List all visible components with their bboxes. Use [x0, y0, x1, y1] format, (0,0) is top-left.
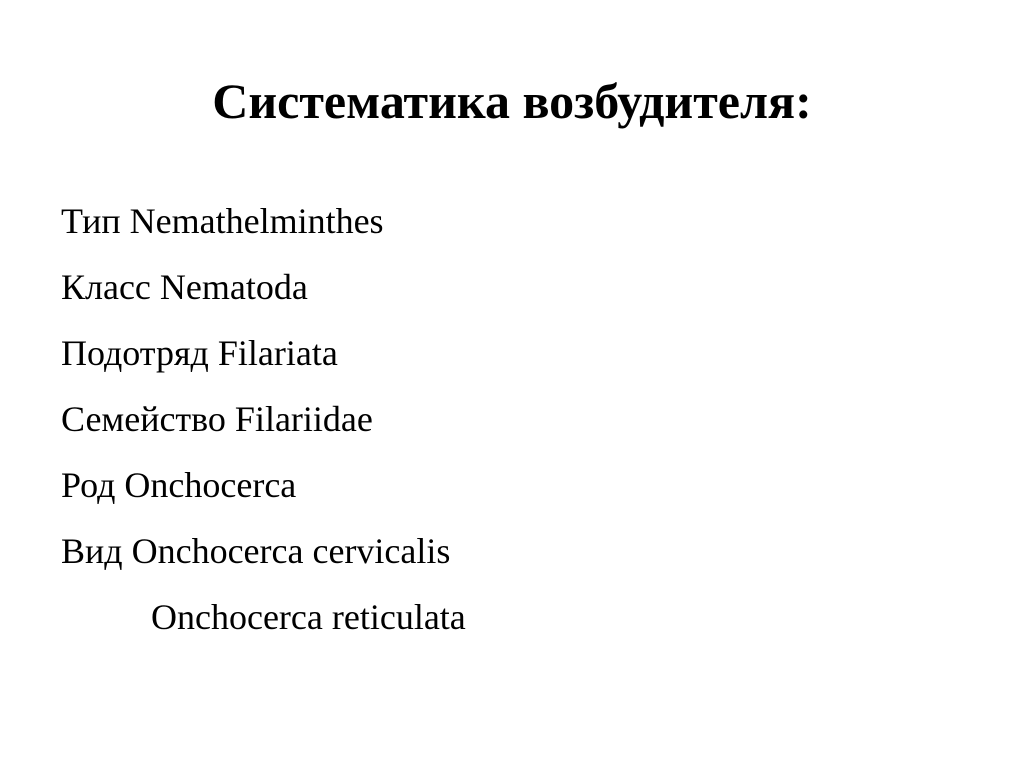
taxonomy-line-suborder: Подотряд Filariata — [61, 333, 338, 373]
taxonomy-list — [61, 188, 466, 650]
taxonomy-line-family: Семейство Filariidae — [61, 399, 373, 439]
taxonomy-line-species: Вид Onchocerca cervicalis — [61, 531, 451, 571]
taxonomy-line-type: Тип Nemathelminthes — [61, 201, 384, 241]
taxonomy-line-species-2: Onchocerca reticulata — [151, 597, 466, 637]
taxonomy-line-class: Класс Nematoda — [61, 267, 308, 307]
taxonomy-line-genus: Род Onchocerca — [61, 465, 297, 505]
slide-title: Систематика возбудителя: — [212, 73, 812, 129]
